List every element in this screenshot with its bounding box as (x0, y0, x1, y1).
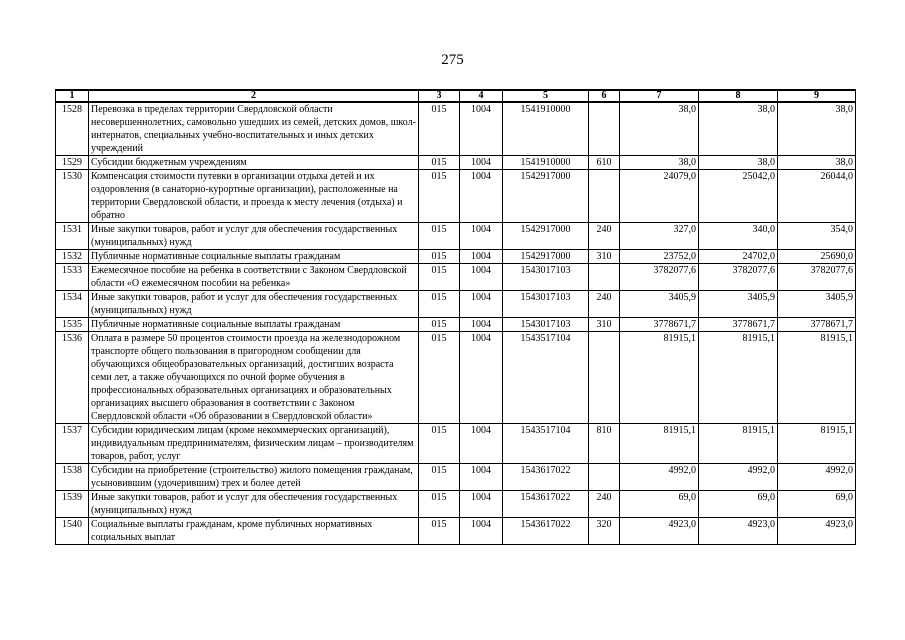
amount-year2-cell: 3778671,7 (699, 318, 778, 332)
row-name-cell: Иные закупки товаров, работ и услуг для обеспечения государственных (муниципальных) нужд (89, 223, 419, 250)
target-article-cell: 1543017103 (503, 318, 589, 332)
expense-type-cell (589, 264, 620, 291)
target-article-cell: 1541910000 (503, 102, 589, 156)
section-code-cell: 1004 (460, 464, 503, 491)
section-code-cell: 1004 (460, 102, 503, 156)
table-row (56, 102, 856, 156)
target-article-cell: 1543617022 (503, 464, 589, 491)
row-name-cell: Компенсация стоимости путевки в организации отдыха детей и их оздоровления (в санаторно-курортные организации), расположенные на территории Свердловской области, и проезда к месту лечения (отдыха) и обратно (89, 170, 419, 223)
expense-type-cell: 310 (589, 250, 620, 264)
column-header: 7 (620, 90, 699, 102)
budget-table (55, 89, 856, 545)
amount-year2-cell: 38,0 (699, 102, 778, 156)
row-number-cell: 1532 (56, 250, 89, 264)
row-number-cell: 1538 (56, 464, 89, 491)
amount-year3-cell: 26044,0 (778, 170, 856, 223)
target-article-cell: 1543617022 (503, 518, 589, 545)
row-name-cell: Публичные нормативные социальные выплаты гражданам (89, 318, 419, 332)
section-code-cell: 1004 (460, 170, 503, 223)
column-header: 8 (699, 90, 778, 102)
amount-year2-cell: 38,0 (699, 156, 778, 170)
target-article-cell: 1542917000 (503, 223, 589, 250)
amount-year2-cell: 69,0 (699, 491, 778, 518)
table-row (56, 318, 856, 332)
row-name-cell: Иные закупки товаров, работ и услуг для обеспечения государственных (муниципальных) нужд (89, 291, 419, 318)
table-row (56, 250, 856, 264)
row-number-cell: 1536 (56, 332, 89, 424)
column-header: 1 (56, 90, 89, 102)
expense-type-cell: 310 (589, 318, 620, 332)
admin-code-cell: 015 (419, 170, 460, 223)
amount-year3-cell: 3782077,6 (778, 264, 856, 291)
amount-year1-cell: 3405,9 (620, 291, 699, 318)
row-number-cell: 1534 (56, 291, 89, 318)
amount-year1-cell: 24079,0 (620, 170, 699, 223)
amount-year2-cell: 3782077,6 (699, 264, 778, 291)
expense-type-cell: 320 (589, 518, 620, 545)
admin-code-cell: 015 (419, 156, 460, 170)
row-name-cell: Перевозка в пределах территории Свердловской области несовершеннолетних, самовольно ушедших из семей, детских домов, школ-интернатов, специальных учебно-воспитательных и иных детских учреждений (89, 102, 419, 156)
admin-code-cell: 015 (419, 102, 460, 156)
admin-code-cell: 015 (419, 491, 460, 518)
section-code-cell: 1004 (460, 332, 503, 424)
admin-code-cell: 015 (419, 464, 460, 491)
amount-year1-cell: 81915,1 (620, 332, 699, 424)
section-code-cell: 1004 (460, 491, 503, 518)
amount-year3-cell: 354,0 (778, 223, 856, 250)
expense-type-cell: 610 (589, 156, 620, 170)
amount-year2-cell: 25042,0 (699, 170, 778, 223)
table-row (56, 264, 856, 291)
row-number-cell: 1533 (56, 264, 89, 291)
amount-year2-cell: 81915,1 (699, 424, 778, 464)
row-name-cell: Иные закупки товаров, работ и услуг для обеспечения государственных (муниципальных) нужд (89, 491, 419, 518)
table-row (56, 332, 856, 424)
amount-year1-cell: 4923,0 (620, 518, 699, 545)
amount-year1-cell: 23752,0 (620, 250, 699, 264)
target-article-cell: 1543017103 (503, 264, 589, 291)
amount-year1-cell: 4992,0 (620, 464, 699, 491)
column-header: 5 (503, 90, 589, 102)
table-row (56, 223, 856, 250)
admin-code-cell: 015 (419, 264, 460, 291)
amount-year3-cell: 25690,0 (778, 250, 856, 264)
row-name-cell: Субсидии бюджетным учреждениям (89, 156, 419, 170)
row-number-cell: 1528 (56, 102, 89, 156)
row-number-cell: 1540 (56, 518, 89, 545)
row-number-cell: 1535 (56, 318, 89, 332)
row-name-cell: Субсидии на приобретение (строительство) жилого помещения гражданам, усыновившим (удочерившим) трех и более детей (89, 464, 419, 491)
admin-code-cell: 015 (419, 291, 460, 318)
amount-year3-cell: 3778671,7 (778, 318, 856, 332)
admin-code-cell: 015 (419, 518, 460, 545)
amount-year3-cell: 3405,9 (778, 291, 856, 318)
target-article-cell: 1543517104 (503, 332, 589, 424)
column-header: 6 (589, 90, 620, 102)
amount-year1-cell: 3782077,6 (620, 264, 699, 291)
row-name-cell: Субсидии юридическим лицам (кроме некоммерческих организаций), индивидуальным предпринимателям, физическим лицам – производителям товаров, работ, услуг (89, 424, 419, 464)
expense-type-cell (589, 102, 620, 156)
table-row (56, 518, 856, 545)
expense-type-cell (589, 464, 620, 491)
amount-year1-cell: 38,0 (620, 102, 699, 156)
target-article-cell: 1543017103 (503, 291, 589, 318)
admin-code-cell: 015 (419, 223, 460, 250)
amount-year1-cell: 38,0 (620, 156, 699, 170)
expense-type-cell: 240 (589, 491, 620, 518)
row-number-cell: 1539 (56, 491, 89, 518)
amount-year2-cell: 81915,1 (699, 332, 778, 424)
section-code-cell: 1004 (460, 156, 503, 170)
section-code-cell: 1004 (460, 318, 503, 332)
section-code-cell: 1004 (460, 291, 503, 318)
table-row (56, 491, 856, 518)
target-article-cell: 1543517104 (503, 424, 589, 464)
amount-year3-cell: 4923,0 (778, 518, 856, 545)
admin-code-cell: 015 (419, 332, 460, 424)
row-number-cell: 1530 (56, 170, 89, 223)
admin-code-cell: 015 (419, 250, 460, 264)
page-number: 275 (441, 52, 464, 68)
table-row (56, 464, 856, 491)
row-name-cell: Публичные нормативные социальные выплаты гражданам (89, 250, 419, 264)
column-header: 4 (460, 90, 503, 102)
amount-year2-cell: 4923,0 (699, 518, 778, 545)
amount-year2-cell: 3405,9 (699, 291, 778, 318)
target-article-cell: 1542917000 (503, 170, 589, 223)
column-header: 2 (89, 90, 419, 102)
column-header: 3 (419, 90, 460, 102)
row-name-cell: Оплата в размере 50 процентов стоимости проезда на железнодорожном транспорте общего пользования в пригородном сообщении для обучающихся общеобразовательных организаций, достигших возраста семи лет, а также обучающихся по очной форме обучения в профессиональных образовательных организациях и образовательных организациях высшего образования в соответствии с Законом Свердловской области «Об образовании в Свердловской области» (89, 332, 419, 424)
admin-code-cell: 015 (419, 424, 460, 464)
target-article-cell: 1541910000 (503, 156, 589, 170)
expense-type-cell (589, 332, 620, 424)
table-row (56, 291, 856, 318)
expense-type-cell (589, 170, 620, 223)
amount-year3-cell: 38,0 (778, 156, 856, 170)
target-article-cell: 1543617022 (503, 491, 589, 518)
header-row (56, 90, 856, 102)
expense-type-cell: 240 (589, 223, 620, 250)
table-row (56, 424, 856, 464)
amount-year1-cell: 3778671,7 (620, 318, 699, 332)
amount-year2-cell: 24702,0 (699, 250, 778, 264)
target-article-cell: 1542917000 (503, 250, 589, 264)
amount-year3-cell: 4992,0 (778, 464, 856, 491)
row-number-cell: 1529 (56, 156, 89, 170)
row-name-cell: Ежемесячное пособие на ребенка в соответствии с Законом Свердловской области «О ежемесячном пособии на ребенка» (89, 264, 419, 291)
section-code-cell: 1004 (460, 518, 503, 545)
amount-year3-cell: 81915,1 (778, 424, 856, 464)
amount-year3-cell: 38,0 (778, 102, 856, 156)
row-name-cell: Социальные выплаты гражданам, кроме публичных нормативных социальных выплат (89, 518, 419, 545)
amount-year2-cell: 4992,0 (699, 464, 778, 491)
section-code-cell: 1004 (460, 424, 503, 464)
section-code-cell: 1004 (460, 264, 503, 291)
amount-year3-cell: 81915,1 (778, 332, 856, 424)
table-row (56, 156, 856, 170)
row-number-cell: 1537 (56, 424, 89, 464)
amount-year1-cell: 69,0 (620, 491, 699, 518)
section-code-cell: 1004 (460, 223, 503, 250)
amount-year3-cell: 69,0 (778, 491, 856, 518)
table-header (56, 90, 856, 102)
table-row (56, 170, 856, 223)
admin-code-cell: 015 (419, 318, 460, 332)
column-header: 9 (778, 90, 856, 102)
expense-type-cell: 810 (589, 424, 620, 464)
row-number-cell: 1531 (56, 223, 89, 250)
amount-year1-cell: 81915,1 (620, 424, 699, 464)
amount-year1-cell: 327,0 (620, 223, 699, 250)
amount-year2-cell: 340,0 (699, 223, 778, 250)
section-code-cell: 1004 (460, 250, 503, 264)
expense-type-cell: 240 (589, 291, 620, 318)
table-body (56, 102, 856, 545)
